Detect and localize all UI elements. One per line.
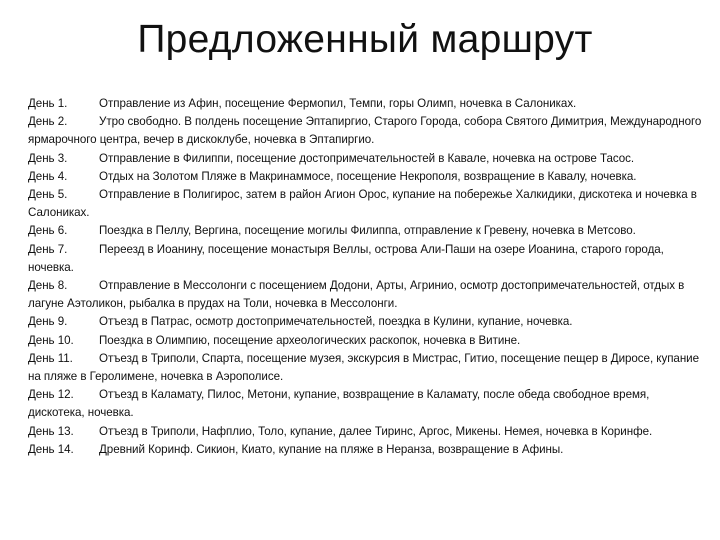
day-label: День 9. — [28, 315, 68, 329]
day-description: Отъезд в Патрас, осмотр достопримечательностей, поездка в Кулини, купание, ночевка. — [99, 315, 573, 329]
day-label: День 8. — [28, 279, 68, 293]
itinerary-entry-2 — [28, 113, 704, 149]
itinerary-entry-6 — [28, 222, 704, 240]
day-description: Отправление из Афин, посещение Фермопил, Темпи, горы Олимп, ночевка в Салониках. — [99, 97, 577, 110]
itinerary-list — [28, 95, 704, 459]
day-description: Отъезд в Триполи, Нафплио, Толо, купание, далее Тиринс, Аргос, Микены. Немея, ночевка в Коринфе. — [99, 424, 653, 438]
itinerary-entry-10 — [28, 332, 704, 350]
day-description: Поездка в Пеллу, Вергина, посещение могилы Филиппа, отправление к Гревену, ночевка в Метсово. — [99, 224, 636, 238]
day-label: День 2. — [28, 115, 68, 129]
day-label: День 1. — [28, 97, 68, 110]
day-description: Отправление в Мессолонги с посещением Додони, Арты, Агринио, осмотр достопримечательностей, отдых в лагуне Аэтоликон, рыбалка в прудах на Толи, ночевка в Мессолонги. — [28, 279, 685, 311]
day-label: День 14. — [28, 442, 74, 456]
day-label: День 10. — [28, 333, 74, 347]
itinerary-entry-11 — [28, 350, 704, 386]
day-label: День 3. — [28, 151, 68, 165]
itinerary-entry-14 — [28, 441, 704, 459]
itinerary-entry-3 — [28, 150, 704, 168]
itinerary-entry-7 — [28, 241, 704, 277]
day-description: Отправление в Полигирос, затем в район Агион Орос, купание на побережье Халкидики, дискотека и ночевка в Салониках. — [28, 188, 697, 220]
itinerary-entry-9 — [28, 313, 704, 331]
day-label: День 11. — [28, 351, 73, 365]
itinerary-entry-5 — [28, 186, 704, 222]
day-label: День 6. — [28, 224, 68, 238]
day-description: Переезд в Иоанину, посещение монастыря Веллы, острова Али-Паши на озере Иоанина, старого города, ночевка. — [28, 242, 664, 274]
itinerary-entry-12 — [28, 386, 704, 422]
itinerary-entry-4 — [28, 168, 704, 186]
day-label: День 12. — [28, 388, 74, 402]
page-title: Предложенный маршрут — [137, 18, 593, 61]
day-label: День 5. — [28, 188, 68, 202]
day-label: День 13. — [28, 424, 74, 438]
itinerary-entry-8 — [28, 277, 704, 313]
day-description: Отъезд в Триполи, Спарта, посещение музея, экскурсия в Мистрас, Гитио, посещение пещер в Диросе, купание на пляже в Геролимене, ночевка в Аэрополисе. — [28, 351, 700, 384]
day-description: Поездка в Олимпию, посещение археологических раскопок, ночевка в Витине. — [99, 333, 521, 347]
day-description: Отъезд в Каламату, Пилос, Метони, купание, возвращение в Каламату, после обеда свободное время, дискотека, ночевка. — [28, 388, 650, 420]
day-label: День 7. — [28, 242, 68, 256]
day-description: Отправление в Филиппи, посещение достопримечательностей в Кавале, ночевка на острове Тасос. — [99, 151, 635, 165]
itinerary-entry-13 — [28, 423, 704, 441]
day-description: Древний Коринф. Сикион, Киато, купание на пляже в Неранза, возвращение в Афины. — [99, 442, 564, 456]
day-label: День 4. — [28, 169, 68, 183]
day-description: Отдых на Золотом Пляже в Макринаммосе, посещение Некрополя, возвращение в Кавалу, ночевка. — [99, 169, 637, 183]
itinerary-entry-1 — [28, 95, 704, 113]
day-description: Утро свободно. В полдень посещение Эптапиргио, Старого Города, собора Святого Димитрия, Международного ярмарочного центра, вечер в дискоклубе, ночевка в Эптапиргио. — [28, 115, 702, 147]
